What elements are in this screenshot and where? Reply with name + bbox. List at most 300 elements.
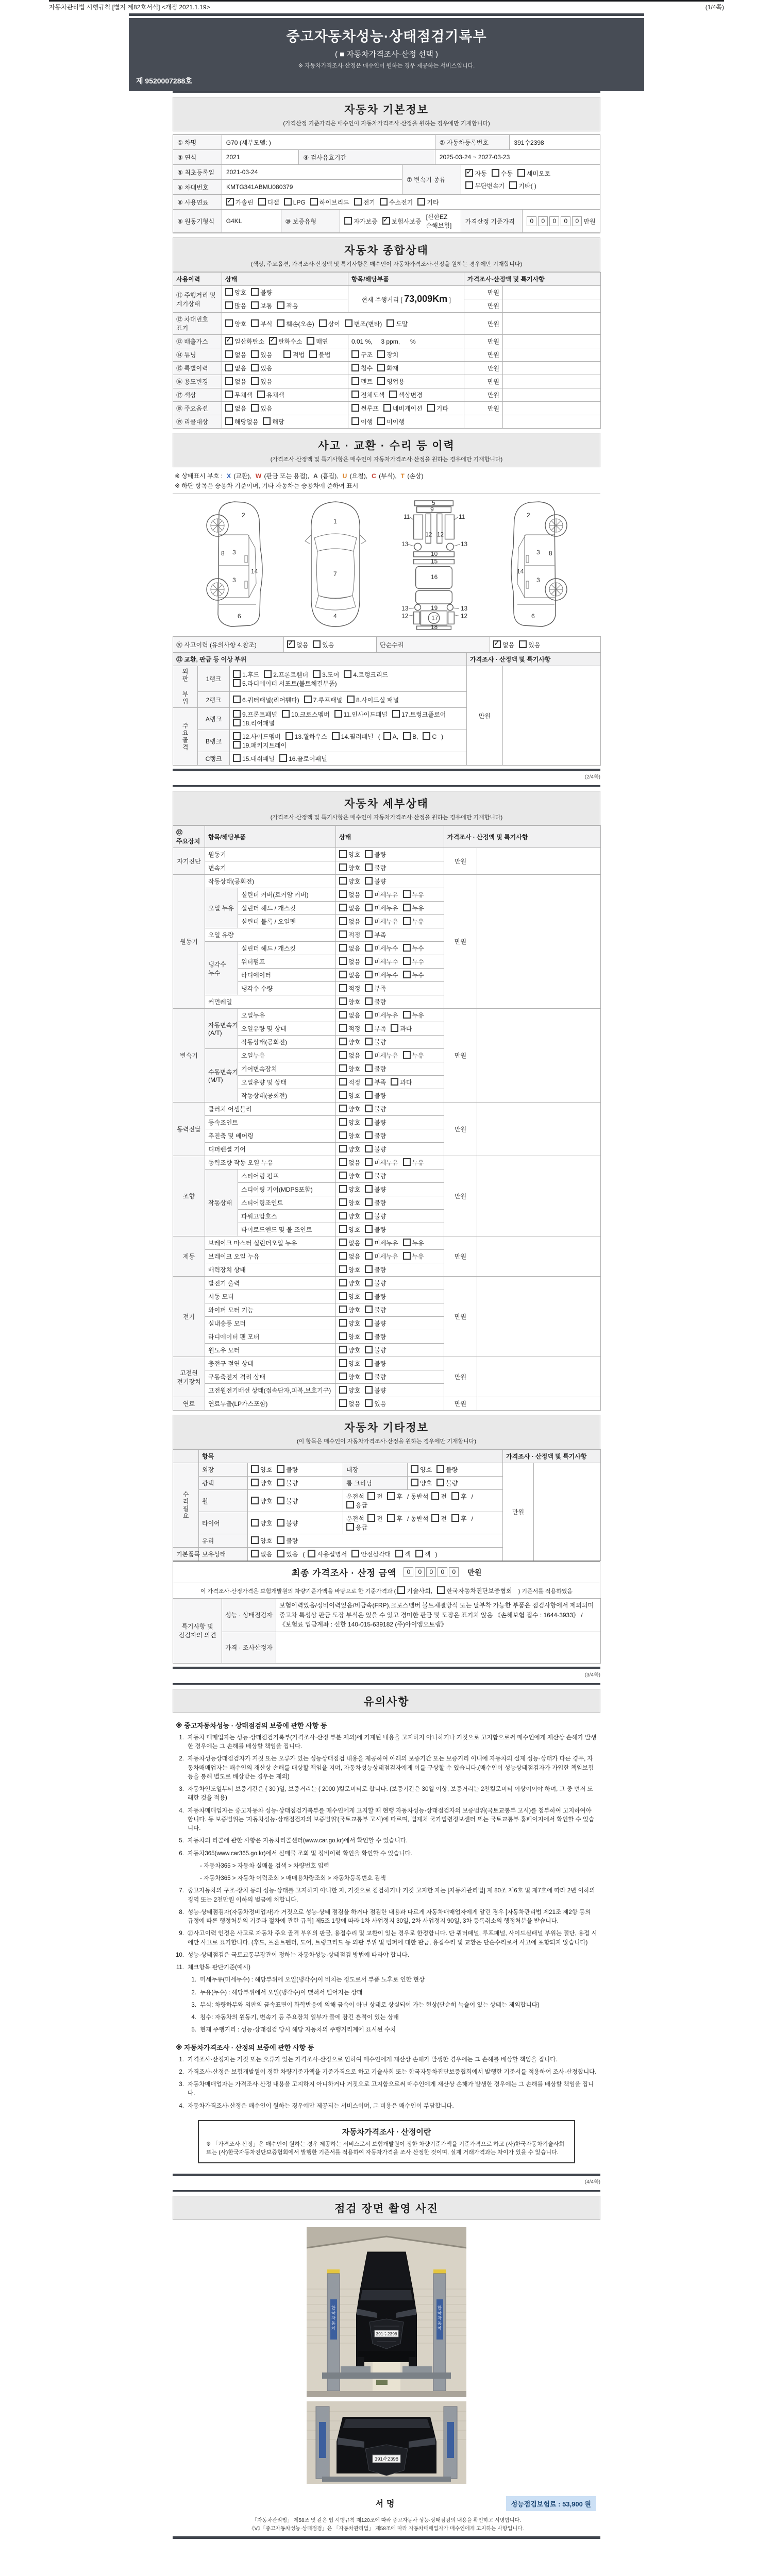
checkbox[interactable] (339, 1359, 347, 1367)
checkbox[interactable] (365, 1011, 373, 1019)
checkbox-label: 미세누유 (374, 1159, 398, 1166)
checkbox[interactable] (339, 1399, 347, 1407)
checkbox-label: 미세누유 (374, 1253, 398, 1260)
checkbox[interactable] (365, 1265, 373, 1273)
detail-status-table: ㉒ 주요장치 항목/해당부품 상태 가격조사 · 산정액 및 특기사항 자기진단 원동기 양호 불량 만원 변속기 양호 불량 원동기 작동상태(공회전) 양호 불량 만원 오일 누유 실린더 커버(로커암 커버) 없음 미세누유 누유 실린더 헤드 / 개스킷 없음 미세누유 누유 실린더 블록 / 오일팬 없음 미세누유 누유 오일 유량 적정 부족 냉각수 누수 실린더 헤드 / 개스킷 없음 미세누수 누수 워터펌프 없음 미세누수 누수 라디에이터 없음 미세누수 누수 냉각수 수량 적정 부족 커먼레일 양호 불량 변속기 자동변속기 (A/T) 오일누유 없음 미세누유 누유 만원 오일유량 및 상태 적정 부족 과다 작동상태(공회전) 양호 불량 수동변속기 (M/T) 오일누유 없음 미세누유 누유 기어변속장치 양호 불량 오일유량 및 상태 적정 부족 과다 작동상태(공회전) 양호 불량 동력전달 클러치 어셈블리 양호 불량 만원 등속조인트 양호 불량 추진축 및 베어링 양호 불량 디퍼렌셜 기어 양호 불량 조향 동력조향 작동 오일 누유 없음 미세누유 누유 만원 작동상태 스티어링 펌프 양호 불량 스티어링 기어(MDPS포함) 양호 불량 스티어링조인트 양호 불량 파워고압호스 양호 불량 타이로드엔드 및 볼 조인트 양호 불량 제동 브레이크 마스터 실린더오일 누유 없음 미세누유 누유 만원 브레이크 오일 누유 없음 미세누유 누유 배력장치 상태 양호 불량 전기 발전기 출력 양호 불량 만원 시동 모터 양호 불량 와이퍼 모터 기능 양호 불량 실내송풍 모터 양호 불량 라디에이터 팬 모터 양호 불량 윈도우 모터 양호 불량 고전원 전기장치 충전구 절연 상태 양호 불량 만원 구동축전지 격리 상태 양호 불량 고전원전기배선 상태(접속단자,피복,보호기구) 양호 불량 연료 연료누출(LP가스포함) 없음 있음 만원 (173, 825, 601, 1411)
checkbox[interactable] (251, 1497, 259, 1504)
checkbox[interactable] (365, 904, 373, 911)
checkbox[interactable] (451, 1492, 459, 1500)
checkbox[interactable] (313, 670, 321, 678)
checkbox[interactable] (339, 1051, 347, 1059)
checkbox-label: 부족 (374, 931, 386, 939)
checkbox[interactable] (465, 181, 473, 189)
checkbox[interactable] (417, 198, 425, 206)
checkbox-label: 양호 (348, 1092, 361, 1099)
checkbox[interactable] (423, 732, 430, 740)
checkbox[interactable] (519, 640, 527, 648)
checkbox[interactable] (354, 198, 362, 206)
svg-text:7: 7 (333, 570, 337, 578)
checkbox[interactable] (282, 710, 290, 718)
checkbox-label: 불량 (374, 878, 386, 885)
checkbox-label: 15.대쉬패널 (242, 755, 275, 762)
option (351, 364, 373, 372)
appraiser-opinion (276, 1632, 601, 1663)
option (387, 1492, 402, 1501)
checkbox[interactable] (258, 198, 266, 206)
checkbox[interactable] (339, 1064, 347, 1072)
checkbox[interactable] (365, 1064, 373, 1072)
checkbox[interactable] (411, 1479, 418, 1486)
option (415, 1550, 431, 1558)
checkbox[interactable] (277, 1465, 284, 1473)
checkbox[interactable] (344, 670, 351, 678)
section-overall-status: 자동차 종합상태 (색상, 주요옵션, 가격조사·산정액 및 특기사항은 매수인이 자동차가격조사·산정을 원하는 경우에만 기재합니다) (173, 238, 600, 272)
checkbox[interactable] (365, 1319, 373, 1327)
checkbox[interactable] (344, 217, 352, 225)
checkbox[interactable] (365, 1332, 373, 1340)
checkbox-label: 탄화수소 (278, 338, 303, 345)
checkbox[interactable] (365, 1185, 373, 1193)
checkbox[interactable] (339, 1332, 347, 1340)
checkbox[interactable] (351, 364, 359, 371)
checkbox[interactable] (377, 350, 385, 358)
checkbox[interactable] (365, 971, 373, 978)
checkbox[interactable] (339, 1225, 347, 1233)
checkbox[interactable] (225, 391, 233, 398)
checkbox[interactable] (403, 890, 411, 898)
checkbox[interactable] (383, 732, 391, 740)
option (395, 1550, 411, 1558)
checkbox[interactable] (411, 1465, 418, 1473)
checkbox[interactable] (365, 850, 373, 858)
checkbox[interactable] (307, 337, 314, 345)
checkbox[interactable] (285, 732, 293, 740)
checkbox-label: 있음 (528, 641, 541, 649)
option (339, 1185, 360, 1194)
checkbox[interactable] (233, 710, 241, 718)
checkbox-label: 과다 (400, 1079, 412, 1086)
option (436, 1479, 458, 1487)
checkbox[interactable] (365, 1131, 373, 1139)
checkbox[interactable] (397, 1586, 405, 1594)
checkbox[interactable] (283, 350, 291, 358)
checkbox[interactable] (403, 904, 411, 911)
checkbox[interactable] (365, 1239, 373, 1246)
checkbox[interactable] (339, 1212, 347, 1219)
checkbox[interactable] (339, 877, 347, 885)
checkbox[interactable] (365, 930, 373, 938)
option (307, 337, 328, 346)
checkbox[interactable] (225, 417, 233, 425)
checkbox[interactable] (451, 1514, 459, 1522)
legend-note: ※ 하단 항목은 승용차 기준이며, 기타 자동차는 승용차에 준하여 표시 (175, 482, 359, 489)
checkbox[interactable] (403, 732, 411, 740)
checkbox[interactable] (351, 391, 359, 398)
checkbox[interactable] (304, 696, 312, 703)
checkbox-label: 양호 (348, 1280, 361, 1287)
checkbox[interactable] (365, 877, 373, 885)
checkbox[interactable] (403, 1051, 411, 1059)
checkbox[interactable] (365, 863, 373, 871)
checkbox[interactable] (339, 1306, 347, 1313)
checkbox[interactable] (233, 741, 241, 749)
checkbox[interactable] (345, 319, 352, 327)
checkbox[interactable] (365, 1225, 373, 1233)
checkbox[interactable] (395, 1550, 403, 1557)
checkbox[interactable] (339, 863, 347, 871)
checkbox[interactable] (365, 997, 373, 1005)
checkbox-label: 불량 (286, 1466, 298, 1473)
checkbox[interactable] (365, 1306, 373, 1313)
checkbox-label: 미세누유 (374, 905, 398, 912)
checkbox[interactable] (287, 640, 295, 648)
checkbox-label: 장치 (386, 351, 399, 359)
checkbox[interactable] (339, 930, 347, 938)
notice-item: 2. 누유(누수) : 해당부위에서 오일(냉각수)이 맺혀서 떨어지는 상태 (191, 1989, 363, 1996)
option (492, 169, 513, 178)
checkbox[interactable] (251, 377, 259, 385)
checkbox[interactable] (365, 1399, 373, 1407)
option (345, 319, 382, 328)
checkbox[interactable] (339, 917, 347, 925)
checkbox[interactable] (251, 350, 259, 358)
checkbox[interactable] (403, 1239, 411, 1246)
notice-item: 3. 자동차인도일부터 보증기간은 ( 30 )일, 보증거리는 ( 2000 )킬로미터로 합니다. (보증기간은 30일 이상, 보증거리는 2천킬로미터 이상이어야 하며, 그 중 먼저 도래한 것을 적용) (179, 1786, 593, 1802)
checkbox-label: 부족 (374, 1025, 386, 1032)
checkbox[interactable] (339, 904, 347, 911)
checkbox[interactable] (365, 1078, 373, 1086)
checkbox[interactable] (233, 670, 241, 678)
note-cell (477, 1009, 601, 1103)
device-group-label: 변속기 (173, 1009, 205, 1103)
checkbox-label: 불량 (374, 1347, 386, 1354)
item-label: 클러치 어셈블리 (205, 1103, 336, 1116)
item-label: 라디에이터 팬 모터 (205, 1330, 336, 1344)
checkbox[interactable] (365, 1038, 373, 1045)
checkbox[interactable] (339, 1372, 347, 1380)
checkbox[interactable] (431, 1514, 439, 1522)
item-label: 실린더 헤드 / 개스킷 (238, 942, 336, 955)
checkbox[interactable] (251, 1479, 259, 1486)
checkbox[interactable] (415, 1550, 423, 1557)
checkbox[interactable] (339, 1078, 347, 1086)
checkbox[interactable] (339, 1105, 347, 1112)
checkbox[interactable] (365, 1252, 373, 1260)
checkbox[interactable] (308, 1550, 315, 1557)
checkbox[interactable] (389, 391, 397, 398)
checkbox[interactable] (365, 1051, 373, 1059)
checkbox[interactable] (225, 364, 233, 371)
checkbox[interactable] (269, 337, 277, 345)
checkbox[interactable] (403, 1011, 411, 1019)
subgroup-label: 냉각수 누수 (205, 942, 238, 995)
checkbox[interactable] (319, 319, 327, 327)
option (403, 890, 424, 899)
checkbox-label: 부식 (260, 320, 273, 328)
notice-item: 3. 부식: 차량하부와 외판의 금속표면이 화학반응에 의해 금속이 아닌 상태로 상실되어 가는 현상(단순히 녹슬어 있는 상태는 제외합니다) (191, 2002, 540, 2008)
option (258, 198, 279, 207)
device-group-label: 동력전달 (173, 1103, 205, 1156)
checkbox[interactable] (403, 971, 411, 978)
checkbox[interactable] (380, 198, 388, 206)
checkbox[interactable] (277, 1479, 284, 1486)
checkbox[interactable] (264, 670, 272, 678)
checkbox[interactable] (351, 1550, 359, 1557)
checkbox[interactable] (339, 1158, 347, 1166)
checkbox[interactable] (233, 679, 241, 687)
checkbox[interactable] (339, 1172, 347, 1179)
checkbox[interactable] (365, 890, 373, 898)
checkbox[interactable] (392, 710, 400, 718)
checkbox[interactable] (367, 1492, 375, 1500)
checkbox[interactable] (277, 319, 284, 327)
checkbox[interactable] (386, 319, 394, 327)
checkbox[interactable] (334, 710, 342, 718)
checkbox[interactable] (277, 1536, 284, 1544)
option (377, 364, 398, 372)
checkbox[interactable] (225, 301, 233, 309)
checkbox-label: 누유 (412, 918, 424, 925)
checkbox[interactable] (403, 1252, 411, 1260)
svg-text:15: 15 (430, 558, 438, 565)
checkbox[interactable] (225, 337, 233, 345)
checkbox[interactable] (365, 1346, 373, 1353)
option (427, 404, 448, 413)
option (251, 1497, 272, 1505)
checkbox[interactable] (225, 404, 233, 412)
checkbox[interactable] (339, 1292, 347, 1300)
checkbox[interactable] (339, 944, 347, 952)
checkbox[interactable] (377, 417, 385, 425)
checkbox[interactable] (251, 301, 259, 309)
checkbox[interactable] (351, 377, 359, 385)
checkbox[interactable] (365, 1158, 373, 1166)
checkbox[interactable] (251, 404, 259, 412)
checkbox[interactable] (346, 1501, 354, 1509)
checkbox[interactable] (365, 1024, 373, 1032)
checkbox[interactable] (251, 319, 259, 327)
checkbox[interactable] (365, 944, 373, 952)
checkbox[interactable] (339, 1319, 347, 1327)
checkbox[interactable] (225, 350, 233, 358)
checkbox[interactable] (284, 198, 292, 206)
checkbox-label: 14.필러패널 (341, 733, 374, 740)
checkbox-label: 영업용 (386, 378, 405, 385)
checkbox[interactable] (339, 1239, 347, 1246)
checkbox[interactable] (365, 1292, 373, 1300)
checkbox[interactable] (310, 198, 318, 206)
option (365, 1252, 398, 1261)
checkbox[interactable] (277, 1519, 284, 1527)
checkbox[interactable] (391, 1024, 398, 1032)
checkbox[interactable] (493, 640, 501, 648)
checkbox[interactable] (251, 1536, 259, 1544)
rankC-row: C랭크 15.대쉬패널 16.플로어패널 (173, 752, 601, 766)
checkbox[interactable] (465, 169, 473, 177)
checkbox[interactable] (339, 1386, 347, 1394)
checkbox[interactable] (339, 1198, 347, 1206)
option (365, 1372, 386, 1381)
checkbox[interactable] (346, 1523, 354, 1531)
item-label: 등속조인트 (205, 1116, 336, 1129)
checkbox-label: 불량 (260, 289, 273, 296)
option (365, 1306, 386, 1314)
checkbox[interactable] (339, 984, 347, 992)
checkbox[interactable] (365, 957, 373, 965)
option (365, 984, 386, 993)
svg-text:6: 6 (531, 613, 535, 620)
option (225, 337, 264, 346)
checkbox[interactable] (377, 377, 385, 385)
checkbox[interactable] (339, 1011, 347, 1019)
checkbox[interactable] (365, 1105, 373, 1112)
checkbox[interactable] (251, 1465, 259, 1473)
checkbox[interactable] (351, 350, 359, 358)
checkbox[interactable] (347, 696, 355, 703)
checkbox-label: 불량 (374, 1186, 386, 1193)
checkbox[interactable] (279, 754, 287, 762)
option (285, 732, 327, 741)
checkbox[interactable] (339, 1118, 347, 1126)
device-group-label: 원동기 (173, 875, 205, 1009)
item-label: 와이퍼 모터 기능 (205, 1303, 336, 1317)
inspector-opinion: 보험이력있음/정비이력있음/비금속(FRP),크로스멤버 볼트체결방식 또는 탈부착 가능한 부품은 점검사항에서 제외되며 중고차 특성상 판금 도장 부식은 있을 수 있고 경미한 판금 및 도장은 표기치 않음 《손해보험 접수 : 1644-3933》 / 《보험료 입금계좌 : 신한 140-015-639182 (주)아이엠오토랩》 (276, 1599, 601, 1632)
item-label: 스티어링 기어(MDPS포함) (238, 1183, 336, 1196)
checkbox-label: 불량 (374, 1132, 386, 1140)
option (233, 732, 281, 741)
checkbox[interactable] (339, 1038, 347, 1045)
checkbox[interactable] (365, 917, 373, 925)
status-options (336, 1370, 444, 1384)
checkbox-label: 기술사회, (407, 1587, 433, 1595)
checkbox[interactable] (251, 288, 259, 296)
option (339, 1131, 360, 1140)
checkbox[interactable] (339, 1265, 347, 1273)
checkbox[interactable] (313, 640, 321, 648)
svg-text:8: 8 (548, 550, 552, 557)
checkbox[interactable] (436, 1465, 444, 1473)
checkbox[interactable] (437, 1586, 445, 1594)
checkbox[interactable] (365, 1279, 373, 1286)
checkbox[interactable] (233, 754, 241, 762)
checkbox[interactable] (365, 1212, 373, 1219)
option (365, 1078, 386, 1087)
checkbox[interactable] (339, 971, 347, 978)
checkbox[interactable] (382, 217, 390, 225)
price-cell: 만원 (444, 1103, 477, 1156)
svg-text:12: 12 (460, 613, 467, 620)
checkbox[interactable] (339, 1145, 347, 1153)
checkbox[interactable] (339, 1252, 347, 1260)
checkbox[interactable] (277, 1550, 284, 1557)
checkbox[interactable] (339, 1091, 347, 1099)
checkbox-label: 응급 (356, 1502, 368, 1509)
option (365, 1172, 386, 1180)
checkbox[interactable] (339, 997, 347, 1005)
checkbox-label: 불량 (374, 1280, 386, 1287)
notice-list-2 (173, 2056, 600, 2111)
checkbox[interactable] (225, 288, 233, 296)
option-text: [신한EZ손해보험] (426, 213, 452, 229)
checkbox[interactable] (403, 957, 411, 965)
checkbox[interactable] (351, 417, 359, 425)
option (339, 1252, 360, 1261)
checkbox[interactable] (263, 417, 271, 425)
checkbox[interactable] (339, 1279, 347, 1286)
option (351, 350, 373, 359)
checkbox[interactable] (233, 732, 241, 740)
checkbox[interactable] (233, 719, 241, 726)
checkbox[interactable] (309, 350, 317, 358)
checkbox[interactable] (339, 1131, 347, 1139)
checkbox[interactable] (517, 169, 525, 177)
checkbox[interactable] (251, 364, 259, 371)
checkbox[interactable] (403, 917, 411, 925)
checkbox[interactable] (436, 1479, 444, 1486)
svg-text:391수2398: 391수2398 (374, 2456, 399, 2462)
checkbox-label: 잭 (424, 1551, 431, 1558)
checkbox[interactable] (225, 377, 233, 385)
checkbox[interactable] (431, 1492, 439, 1500)
checkbox[interactable] (492, 169, 499, 177)
base-price-value: 0 0 0 0 0 만원 (523, 210, 600, 233)
checkbox[interactable] (339, 890, 347, 898)
checkbox[interactable] (509, 181, 517, 189)
checkbox-label: 불량 (374, 1226, 386, 1233)
checkbox[interactable] (365, 1145, 373, 1153)
checkbox[interactable] (233, 696, 241, 703)
checkbox[interactable] (391, 1078, 398, 1086)
checkbox[interactable] (365, 1372, 373, 1380)
checkbox[interactable] (277, 1497, 284, 1504)
option (431, 1514, 447, 1523)
checkbox[interactable] (365, 984, 373, 992)
checkbox[interactable] (367, 1514, 375, 1522)
checkbox[interactable] (365, 1118, 373, 1126)
svg-text:9: 9 (430, 506, 434, 513)
checkbox[interactable] (403, 1158, 411, 1166)
checkbox[interactable] (277, 301, 284, 309)
checkbox[interactable] (427, 404, 435, 412)
checkbox[interactable] (332, 732, 340, 740)
checkbox[interactable] (257, 391, 265, 398)
checkbox[interactable] (365, 1198, 373, 1206)
checkbox[interactable] (225, 319, 233, 327)
checkbox[interactable] (339, 1346, 347, 1353)
checkbox[interactable] (339, 1185, 347, 1193)
checkbox[interactable] (226, 198, 234, 206)
checkbox[interactable] (377, 364, 385, 371)
checkbox[interactable] (365, 1386, 373, 1394)
checkbox[interactable] (365, 1091, 373, 1099)
checkbox[interactable] (251, 1550, 259, 1557)
item-label: 추진축 및 베어링 (205, 1129, 336, 1143)
option (339, 1158, 360, 1167)
checkbox[interactable] (383, 404, 391, 412)
checkbox[interactable] (339, 850, 347, 858)
checkbox[interactable] (339, 1024, 347, 1032)
checkbox[interactable] (403, 944, 411, 952)
checkbox[interactable] (365, 1359, 373, 1367)
regulation-note: 자동차관리법 시행규칙 [별지 제82호서식] <개정 2021.1.19> (49, 4, 210, 11)
checkbox-label: 기타 (427, 198, 439, 206)
checkbox[interactable] (387, 1514, 395, 1522)
checkbox[interactable] (339, 957, 347, 965)
checkbox[interactable] (251, 1519, 259, 1527)
checkbox[interactable] (387, 1492, 395, 1500)
checkbox[interactable] (351, 404, 359, 412)
checkbox[interactable] (365, 1172, 373, 1179)
